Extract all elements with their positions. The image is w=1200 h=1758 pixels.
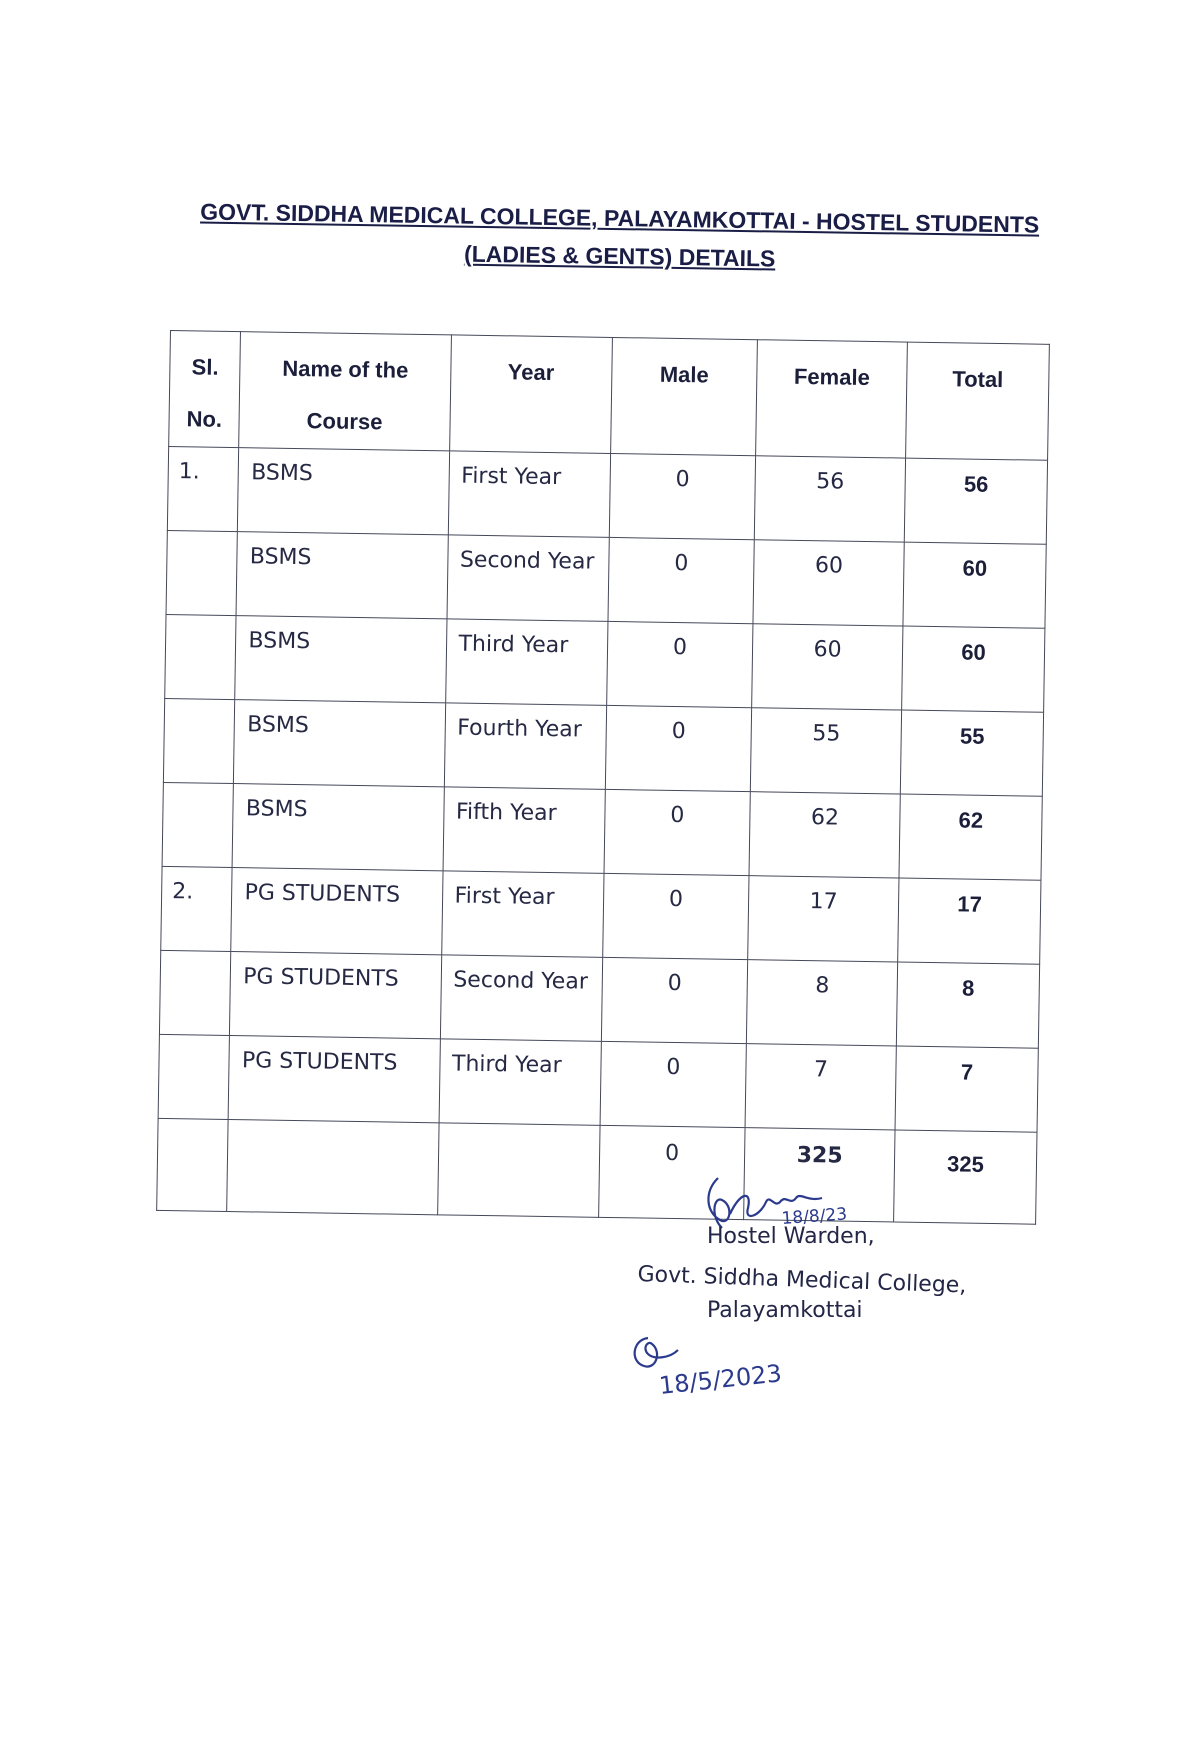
- header-total: Total: [906, 342, 1050, 460]
- hostel-students-table: [156, 330, 1050, 1225]
- female-cell: 8: [746, 960, 897, 1046]
- sl-cell-empty: [157, 1118, 229, 1211]
- total-cell: 62: [899, 794, 1042, 880]
- table-header-row: [169, 331, 1050, 461]
- total-cell: 56: [904, 458, 1047, 544]
- total-cell: 60: [903, 542, 1046, 628]
- total-cell: 17: [898, 878, 1041, 964]
- header-sl-no: [169, 331, 241, 448]
- header-course: [239, 332, 451, 451]
- sl-cell: 1.: [167, 446, 239, 531]
- table-row: [161, 866, 1041, 964]
- header-male: Male: [610, 337, 757, 455]
- year-cell: Fourth Year: [444, 703, 607, 790]
- year-cell: First Year: [448, 451, 611, 538]
- male-cell: 0: [606, 621, 753, 707]
- signature-line-hostel-warden: Hostel Warden,: [707, 1224, 875, 1249]
- total-cell: 7: [895, 1046, 1038, 1132]
- header-female: Female: [756, 340, 908, 458]
- female-cell: 17: [748, 876, 899, 962]
- course-cell: BSMS: [235, 616, 446, 703]
- female-cell: 7: [745, 1044, 896, 1130]
- male-cell: 0: [608, 537, 755, 623]
- year-cell: Second Year: [446, 535, 609, 622]
- course-cell: BSMS: [232, 784, 443, 871]
- year-cell-empty: [437, 1123, 600, 1218]
- header-year: Year: [449, 335, 612, 454]
- handwritten-initials: [622, 1328, 812, 1408]
- course-cell: PG STUDENTS: [230, 952, 441, 1039]
- table-row: [163, 698, 1043, 796]
- female-total-cell: 325: [744, 1128, 895, 1222]
- signature-line-place: Palayamkottai: [707, 1298, 863, 1323]
- signature-line-college: Govt. Siddha Medical College,: [637, 1262, 967, 1299]
- year-cell: Third Year: [445, 619, 608, 706]
- sl-cell: [158, 1034, 230, 1119]
- male-cell: 0: [609, 453, 756, 539]
- female-cell: 56: [754, 456, 905, 542]
- table-row: [165, 614, 1045, 712]
- male-cell: 0: [600, 1041, 747, 1127]
- male-cell: 0: [602, 873, 749, 959]
- hostel-table-container: [156, 330, 1050, 1225]
- sl-cell: [165, 614, 237, 699]
- svg-text:18/8/23: 18/8/23: [780, 1204, 848, 1229]
- sl-cell: [159, 950, 231, 1035]
- table-row: [167, 446, 1047, 544]
- course-cell: PG STUDENTS: [231, 868, 442, 955]
- male-cell: 0: [604, 789, 751, 875]
- course-cell: BSMS: [238, 448, 449, 535]
- sl-cell: [166, 530, 238, 615]
- table-row: [166, 530, 1046, 628]
- female-cell: 55: [750, 708, 901, 794]
- male-cell: 0: [601, 957, 748, 1043]
- totals-row: [157, 1118, 1037, 1224]
- course-cell: PG STUDENTS: [229, 1036, 440, 1123]
- header-sl-line2: No.: [186, 406, 223, 432]
- document-title-line2: (LADIES & GENTS) DETAILS: [463, 240, 776, 272]
- header-sl-line1: Sl.: [191, 354, 219, 380]
- female-cell: 62: [749, 792, 900, 878]
- male-total-cell: 0: [598, 1125, 745, 1219]
- document-title-line1: GOVT. SIDDHA MEDICAL COLLEGE, PALAYAMKOTTAI - HOSTEL STUDENTS: [200, 198, 1040, 238]
- male-cell: 0: [605, 705, 752, 791]
- sl-cell: [163, 698, 235, 783]
- header-course-line1: Name of the: [282, 355, 409, 383]
- svg-text:18/5/2023: 18/5/2023: [657, 1359, 784, 1400]
- female-cell: 60: [753, 540, 904, 626]
- course-cell-empty: [227, 1120, 439, 1215]
- table-row: [158, 1034, 1038, 1132]
- course-cell: BSMS: [236, 532, 447, 619]
- total-cell: 8: [896, 962, 1039, 1048]
- year-cell: Third Year: [439, 1039, 602, 1126]
- course-cell: BSMS: [234, 700, 445, 787]
- year-cell: Second Year: [440, 955, 603, 1042]
- sl-cell: 2.: [161, 866, 233, 951]
- female-cell: 60: [752, 624, 903, 710]
- total-cell: 60: [902, 626, 1045, 712]
- table-row: [159, 950, 1039, 1048]
- sl-cell: [162, 782, 234, 867]
- year-cell: First Year: [441, 871, 604, 958]
- total-cell: 55: [900, 710, 1043, 796]
- year-cell: Fifth Year: [443, 787, 606, 874]
- header-course-line2: Course: [306, 408, 383, 435]
- table-row: [162, 782, 1042, 880]
- grand-total-cell: 325: [894, 1130, 1037, 1224]
